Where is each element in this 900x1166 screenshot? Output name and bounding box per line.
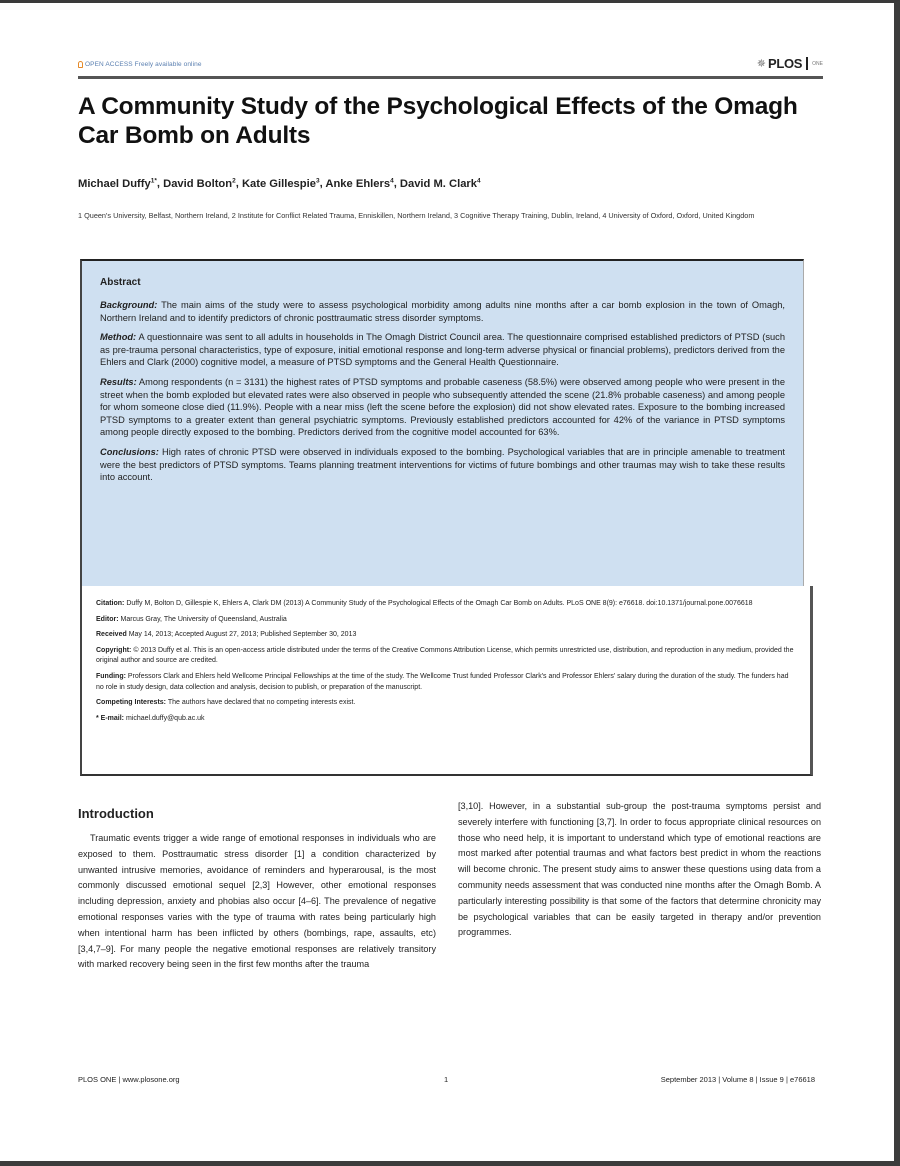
logo-divider bbox=[806, 57, 808, 70]
author: David Bolton$^2$ bbox=[163, 177, 236, 190]
page-number: 1 bbox=[444, 1075, 449, 1084]
copyright: Copyright: © 2013 Duffy et al. This is an open-access article distributed under the terms of the Creative Commons Attribution License, which permits unrestricted use, distribution, and reproduction in any medium, provided the original author and source are credited. bbox=[96, 646, 794, 665]
journal-header bbox=[78, 57, 823, 77]
abstract-conclusions: Conclusions: High rates of chronic PTSD were observed in individuals exposed to the bombing. Psychological variables that are in principle amenable to treatment were the best predictors of PTSD symptoms. Teams planning treatment interventions for victims of future bombings and other traumas may wish to take these results into account. bbox=[100, 446, 785, 483]
editor: Editor: Marcus Gray, The University of Queensland, Australia bbox=[96, 615, 287, 623]
footer-journal: PLOS ONE | www.plosone.org bbox=[78, 1075, 180, 1084]
article-title: A Community Study of the Psychological Effects of the Omagh Car Bomb on Adults bbox=[78, 93, 798, 149]
abstract-method: Method: A questionnaire was sent to all adults in households in The Omagh District Council area. The questionnaire comprised established predictors of PTSD (such as pre-trauma personal characteristics, type of exposure, initial emotional response and long-term adverse physical or financial problems), predictors derived from the Ehlers and Clark (2000) cognitive model, a measure of PTSD symptoms and the General Health Questionnaire. bbox=[100, 332, 785, 368]
plos-logo bbox=[757, 56, 823, 71]
abstract-box bbox=[80, 259, 804, 586]
abstract-heading: Abstract bbox=[100, 277, 141, 288]
article-info-box bbox=[80, 586, 813, 776]
plos-sun-icon: ✵ bbox=[756, 58, 766, 70]
author: Michael Duffy$^{1*}$ bbox=[78, 177, 157, 190]
citation: Citation: Duffy M, Bolton D, Gillespie K, Ehlers A, Clark DM (2013) A Community Study of the Psychological Effects of the Omagh Car Bomb on Adults. PLoS ONE 8(9): e76618. doi:10.1371/journal.pone.0076618 bbox=[96, 600, 753, 607]
header-divider bbox=[78, 76, 823, 79]
open-access-badge bbox=[78, 61, 202, 68]
abstract-results: Results: Among respondents (n = 3131) the highest rates of PTSD symptoms and probable caseness (58.5%) were observed among people who were present in the street when the bomb exploded but elevated rates were also observed in people who subsequently attended the scene (21.8% probable caseness) and among people for whom someone close died (11.9%). People with a near miss (left the scene before the explosion) did not show elevated rates. Exposure to the bombing increased PTSD symptoms to a greater extent than general psychiatric symptoms. Previously established predictors accounted for 42% of the variance in PTSD symptoms among people directly exposed to the bombing. Predictors derived from the cognitive model accounted for 63%. bbox=[100, 376, 785, 438]
open-lock-icon bbox=[78, 61, 83, 68]
author: David M. Clark$^4$ bbox=[399, 177, 481, 190]
author: Kate Gillespie$^3$ bbox=[241, 177, 320, 190]
introduction-right-column: [3,10]. However, in a substantial sub-group the post-trauma symptoms persist and severely interfere with functioning [3,7]. In order to focus appropriate clinical resources on those who need help, it is important to understand which type of emotional reactions are most marked after potential traumas and what factors best predict in whom the reactions will become chronic. The present study aims to answer these questions using data from a community needs assessment that was conducted nine months after the Omagh Bomb. A particularly interesting possibility is that some of the factors that determine chronicity may be psychological variables that can be easily targeted in therapy and/or prevention programmes. bbox=[458, 801, 821, 938]
introduction-left-column: Traumatic events trigger a wide range of emotional responses in individuals who are exposed to them. Posttraumatic stress disorder [1] a condition characterized by unwanted intrusive memories, avoidance of reminders and hyperarousal, is the most commonly discussed emotional sequel [2,3] However, other emotional responses including depression, anxiety and phobias also occur [4–6]. The prevalence of negative emotional responses varies with the type of trauma with rates being particularly high when intentional harm has been inflicted by others (bombings, rape, assaults, etc) [3,4,7–9]. For many people the negative emotional responses are relatively transitory with marked recovery being seen in the first few months after the trauma bbox=[78, 833, 436, 970]
funding: Funding: Professors Clark and Ehlers held Wellcome Principal Fellowships at the time of the study. The Wellcome Trust funded Professor Clark's and Professor Ehlers' salary during the duration of the study. The funders had no role in study design, data collection and analysis, decision to publish, or preparation of the manuscript. bbox=[96, 672, 789, 691]
footer-issue: September 2013 | Volume 8 | Issue 9 | e76618 bbox=[660, 1075, 815, 1084]
abstract-background: Background: The main aims of the study were to assess psychological morbidity among adults nine months after a car bomb explosion in the town of Omagh, Northern Ireland and to identify predictors of chronic posttraumatic stress disorder symptoms. bbox=[100, 300, 785, 323]
introduction-heading: Introduction bbox=[78, 806, 154, 821]
affiliations: 1 Queen's University, Belfast, Northern Ireland, 2 Institute for Conflict Related Trauma, Enniskillen, Northern Ireland, 3 Cognitive Therapy Training, Dublin, Ireland, 4 University of Oxford, Oxford, United Kingdom bbox=[78, 211, 755, 220]
plos-logo-sub: ONE bbox=[812, 60, 823, 67]
plos-logo-text: PLOS bbox=[767, 56, 803, 71]
dates: Received May 14, 2013; Accepted August 27, 2013; Published September 30, 2013 bbox=[96, 631, 357, 639]
author-list: Michael Duffy$^{1*}$, David Bolton$^2$, Kate Gillespie$^3$, Anke Ehlers$^4$, David M. Clark$^4$ bbox=[78, 177, 481, 190]
author: Anke Ehlers$^4$ bbox=[325, 177, 394, 190]
email: * E-mail: michael.duffy@qub.ac.uk bbox=[96, 714, 205, 722]
open-access-label: OPEN ACCESS Freely available online bbox=[85, 61, 202, 68]
competing-interests: Competing Interests: The authors have declared that no competing interests exist. bbox=[96, 699, 356, 707]
